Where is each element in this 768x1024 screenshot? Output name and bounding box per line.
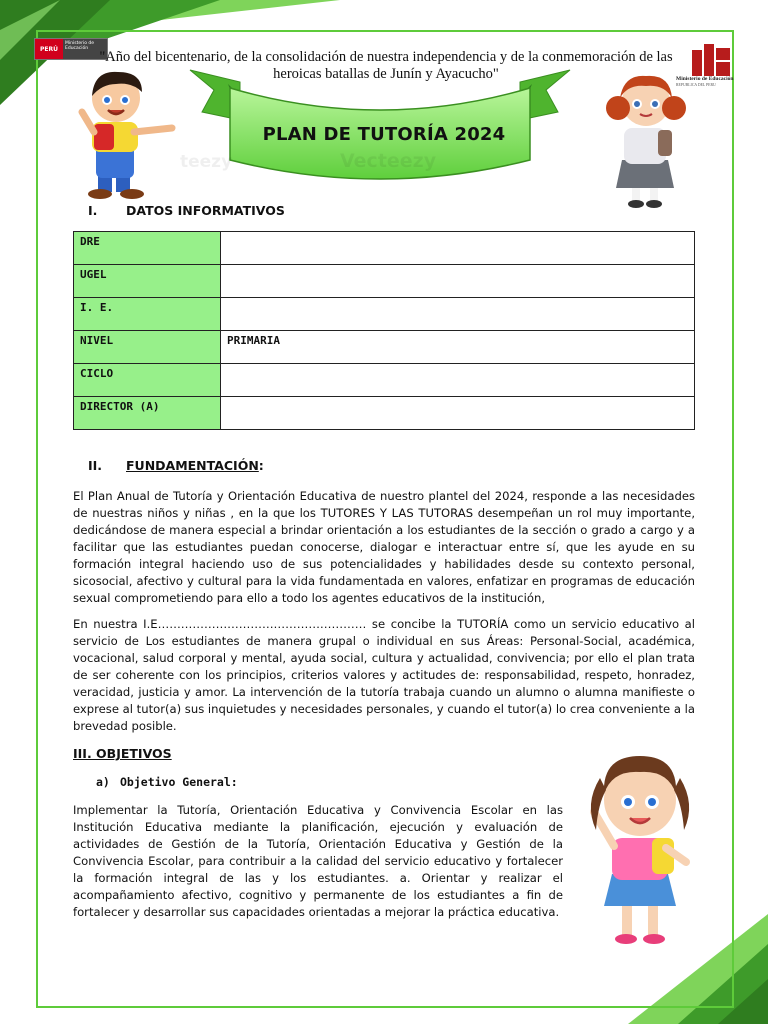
info-row	[74, 397, 695, 430]
objetivo-general-paragraph: Implementar la Tutoría, Orientación Educativa y Convivencia Escolar en las Institución Educativa mediante la planificación, ejecución y evaluación de actividades de Gestión de la Tutoría, Orientación Educativa y Gestión de la Convivencia Escolar, para contribuir a la calidad del servicio educativo y fortalecer la formación integral de las y los estudiantes. a. Orientar y realizar el acompañamiento afectivo, cognitivo y permanente de los estudiantes a fin de fortalecer y desarrollar sus capacidades orientadas a mejorar la práctica educativa.	[73, 803, 563, 919]
plan-title: PLAN DE TUTORÍA 2024	[262, 124, 506, 145]
info-row	[74, 265, 695, 298]
info-row-value[interactable]	[221, 397, 695, 430]
section-datos-informativos-heading: I. DATOS INFORMATIVOS	[88, 203, 285, 218]
info-row-label: DRE	[74, 232, 221, 265]
info-row-label: CICLO	[74, 364, 221, 397]
minedu-right-label: Ministerio de Educación	[676, 76, 734, 82]
info-row-value[interactable]: PRIMARIA	[221, 331, 695, 364]
peru-flag-label: PERÚ	[35, 39, 63, 59]
girl-redhair-illustration	[598, 70, 694, 210]
section-objetivos-heading: III. OBJETIVOS	[73, 746, 172, 761]
datos-informativos-table	[73, 231, 695, 430]
info-row-label: DIRECTOR (A)	[74, 397, 221, 430]
republica-label: REPÚBLICA DEL PERÚ	[676, 83, 716, 87]
info-row	[74, 232, 695, 265]
minedu-label: Ministerio de Educación	[63, 39, 107, 59]
info-row-value[interactable]	[221, 232, 695, 265]
info-row-label: I. E.	[74, 298, 221, 331]
info-row-value[interactable]	[221, 298, 695, 331]
watermark-text: teezy	[180, 152, 233, 172]
section-fundamentacion-heading: II. FUNDAMENTACIÓN:	[88, 458, 264, 473]
minedu-emblem-icon	[692, 44, 730, 76]
info-row-value[interactable]	[221, 265, 695, 298]
year-title: "Año del bicentenario, de la consolidación de nuestra independencia y de la conmemoración de las heroicas batallas de Junín y Ayacucho"	[99, 49, 673, 82]
watermark-text: Vecteezy	[340, 150, 437, 172]
info-row	[74, 331, 695, 364]
info-row-label: UGEL	[74, 265, 221, 298]
fundamentacion-paragraph-1: El Plan Anual de Tutoría y Orientación Educativa de nuestro plantel del 2024, responde a las necesidades de nuestras niños y niñas , en la que los TUTORES Y LAS TUTORAS desempeñan un rol muy importante, dedicándose de manera especial a brindar orientación a los estudiantes de la sección o grado a cargo y a facilitar que las estudiantes puedan conocerse, dialogar e interactuar entre sí, que les ayude en su formación integral haciendo uso de sus potencialidades y habilidades desde su contexto personal, sicosocial, afectivo y cultural para la vida fundamentada en valores, enfatizar en programas de educación sexual comprometiendo para ello a todo los agentes educativos de la institución,	[73, 489, 695, 605]
info-row	[74, 298, 695, 331]
info-row-value[interactable]	[221, 364, 695, 397]
girl-backpack-illustration	[582, 734, 716, 950]
boy-illustration	[76, 66, 180, 202]
fundamentacion-paragraph-2: En nuestra I.E……………………………………………… se concibe la TUTORÍA como un servicio educativo al servicio de Los estudiantes de manera grupal o individual en sus Áreas: Personal-Social, académica, vocacional, salud corporal y mental, ayuda social, cultura y actualidad, convivencia; por ello el plan trata de ser coherente con los principios, criterios valores y actitudes de: responsabilidad, respeto, honradez, veracidad, justicia y amor. La intervención de la tutoría trabaja cuando un alumno o alumna manifieste o exprese al tutor(a) sus inquietudes y necesidades personales, y cuando el tutor(a) lo crea conveniente a la brevedad posible.	[73, 617, 695, 733]
info-row	[74, 364, 695, 397]
info-row-label: NIVEL	[74, 331, 221, 364]
objetivo-general-heading: a) Objetivo General:	[96, 775, 238, 789]
